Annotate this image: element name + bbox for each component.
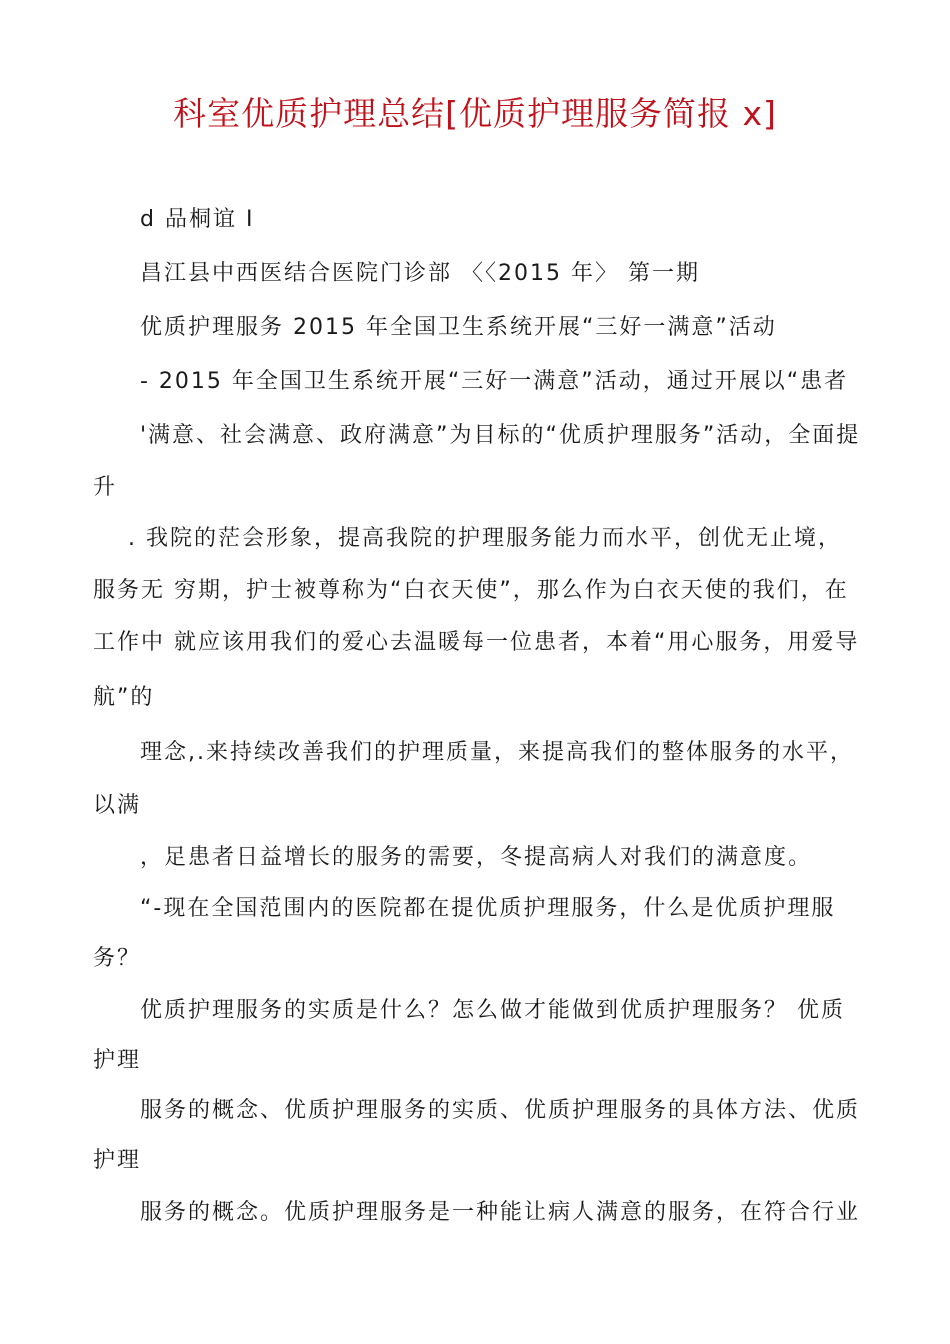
text-line: 优质护理服务的实质是什么？怎么做才能做到优质护理服务？ 优质 — [140, 998, 845, 1023]
text-line: d 品桐谊 I — [140, 207, 255, 232]
document-title: 科室优质护理总结[优质护理服务简报 x] — [173, 94, 777, 133]
text-line: 航”的 — [93, 685, 155, 710]
text-line: 昌江县中西医结合医院门诊部 〈〈2015 年〉 第一期 — [140, 261, 700, 286]
text-line: 服务的概念。优质护理服务是一种能让病人满意的服务，在符合行业 — [140, 1200, 861, 1225]
text-line: 服务无 穷期，护士被尊称为“白衣天使”，那么作为白衣天使的我们，在 — [93, 578, 849, 603]
text-line: 升 — [93, 475, 118, 500]
text-line: 理念,.来持续改善我们的护理质量，来提高我们的整体服务的水平， — [140, 740, 854, 765]
text-line: 护理 — [93, 1148, 142, 1173]
text-line: '满意、社会满意、政府满意”为目标的“优质护理服务”活动，全面提 — [140, 423, 861, 448]
text-line: 务？ — [93, 946, 142, 971]
text-line: 服务的概念、优质护理服务的实质、优质护理服务的具体方法、优质 — [140, 1098, 861, 1123]
text-line: 工作中 就应该用我们的爱心去温暖每一位患者，本着“用心服务，用爱导 — [93, 630, 860, 655]
text-line: . 我院的茫会形象，提高我院的护理服务能力而水平，创优无止境， — [128, 526, 842, 551]
text-line: ，足患者日益增长的服务的需要，冬提高病人对我们的满意度。 — [140, 845, 813, 870]
text-line: 护理 — [93, 1048, 142, 1073]
text-line: 以满 — [93, 793, 142, 818]
text-line: “-现在全国范围内的医院都在提优质护理服务，什么是优质护理服 — [140, 896, 836, 921]
text-line: - 2015 年全国卫生系统开展“三好一满意”活动，通过开展以“患者 — [140, 369, 849, 394]
text-line: 优质护理服务 2015 年全国卫生系统开展“三好一满意”活动 — [140, 315, 777, 340]
